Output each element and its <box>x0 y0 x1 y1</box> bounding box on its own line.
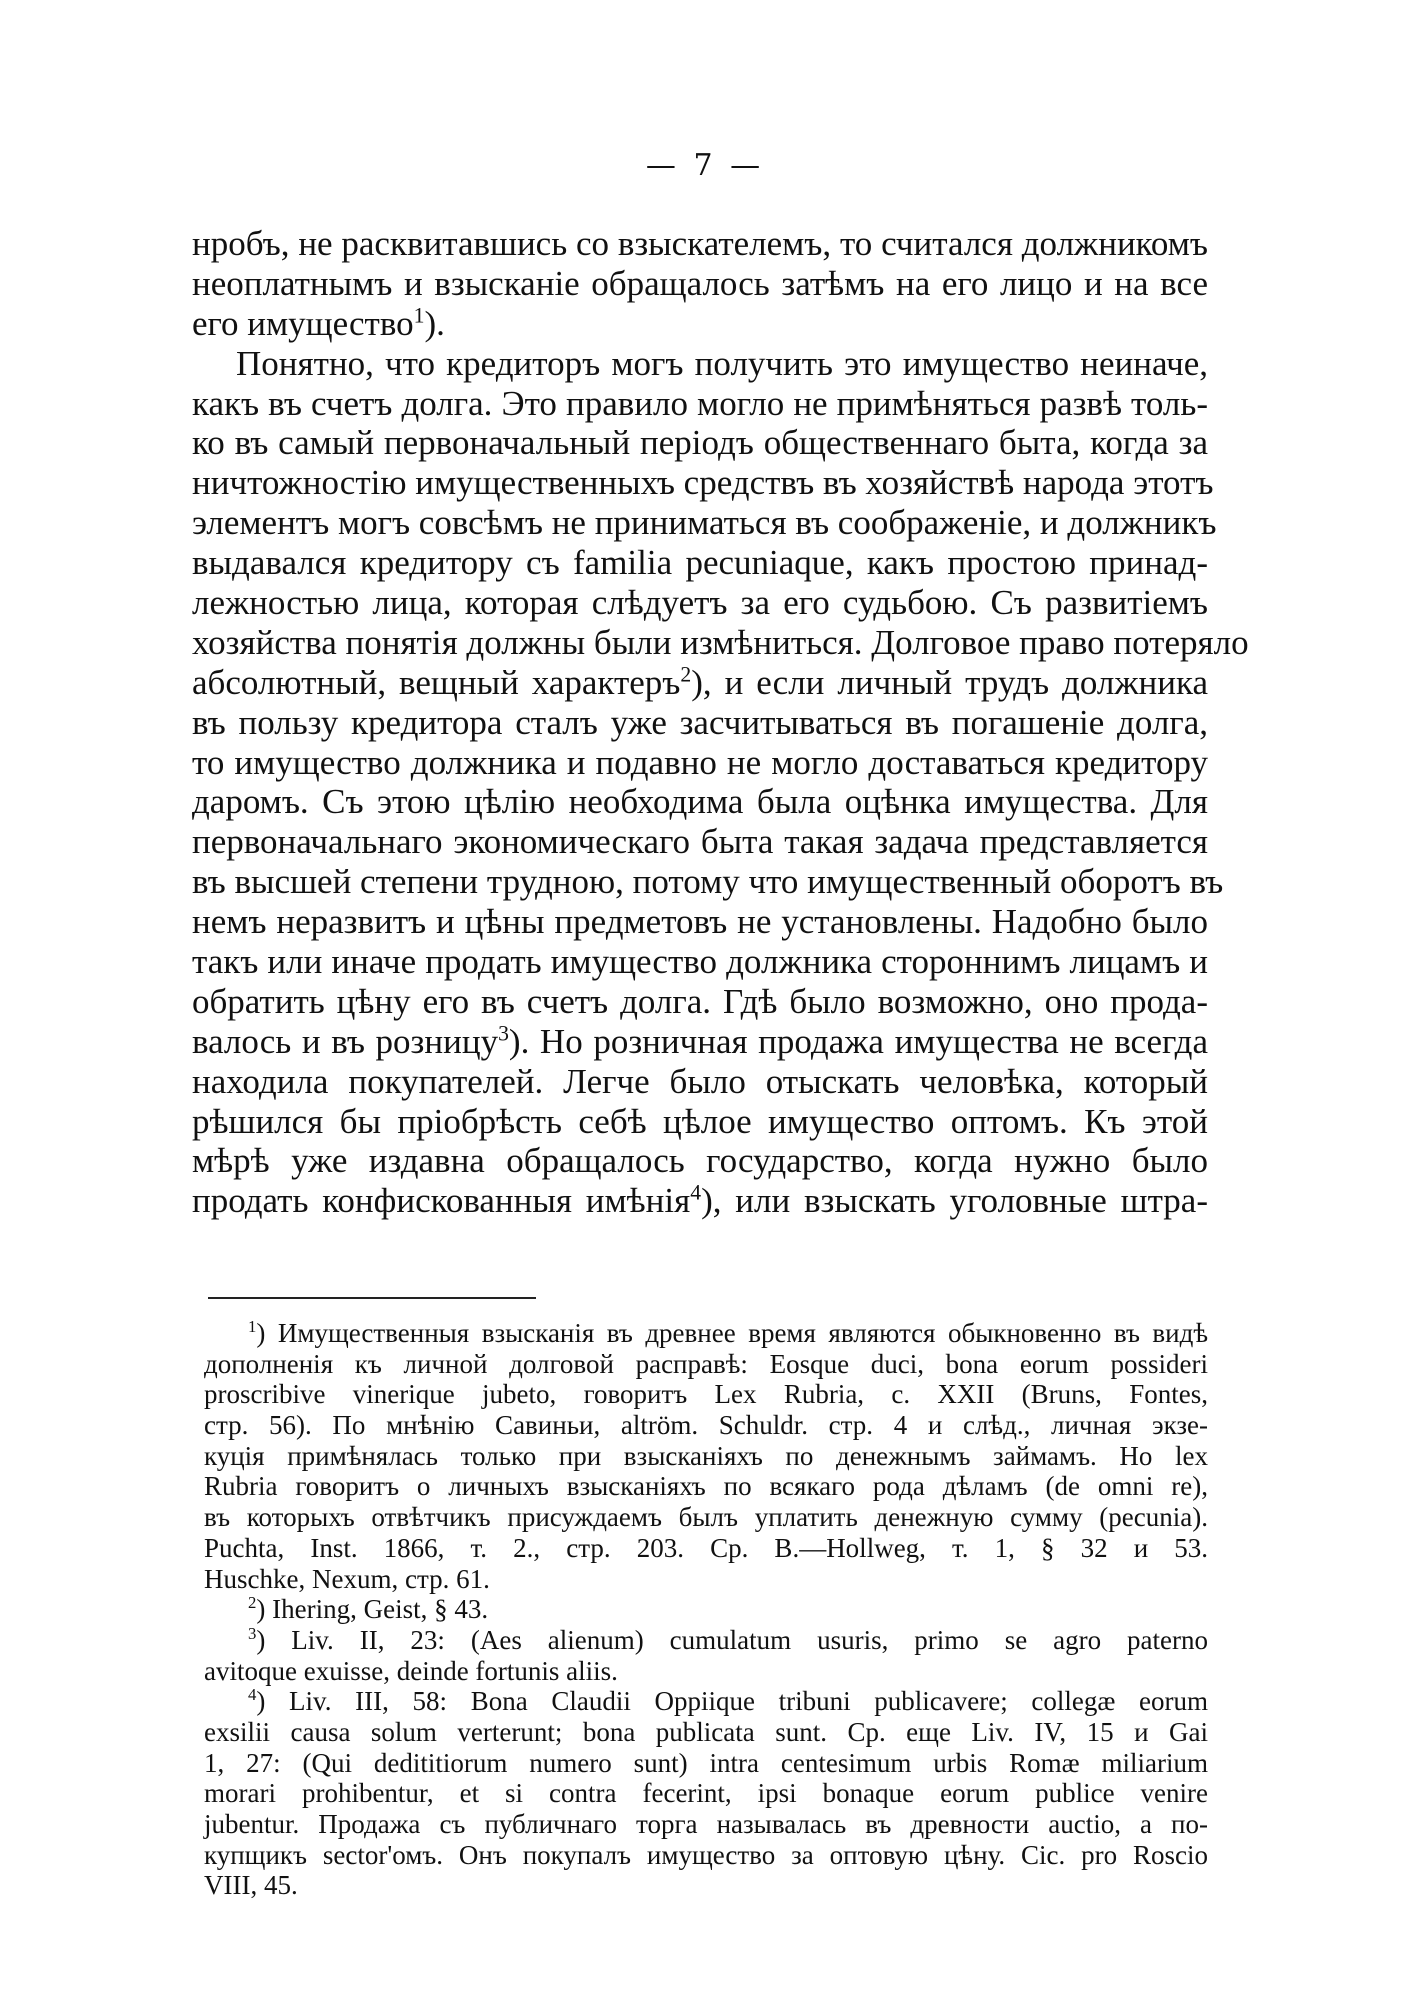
line-text: Понятно, что кредиторъ могъ получить это имущество неиначе, <box>236 343 1208 383</box>
main-text-body <box>192 224 1249 1221</box>
line-text: элементъ могъ совсѣмъ не приниматься въ соображеніе, и должникъ <box>192 503 1217 543</box>
text-line <box>192 982 1208 1022</box>
text-line <box>192 583 1208 623</box>
footnote-reference: 4 <box>690 1180 702 1205</box>
line-text-continuation: ), или взыскать уголовные штра- <box>701 1181 1208 1221</box>
footnote-text: ) Liv. III, 58: Bona Claudii Oppiique tribuni publicavere; collegæ eorum <box>256 1686 1208 1717</box>
footnote-line <box>204 1379 1208 1410</box>
line-text: нробъ, не расквитавшись со взыскателемъ, то считался должникомъ <box>192 224 1208 263</box>
line-text: абсолютный, вещный характеръ <box>192 662 681 702</box>
line-text: лежностью лица, которая слѣдуетъ за его судьбою. Съ развитіемъ <box>192 583 1208 623</box>
text-line <box>192 743 1208 783</box>
text-line <box>192 543 1208 583</box>
footnote-text: ) Имущественныя взысканія въ древнее время являются обыкновенно въ видѣ <box>256 1318 1208 1348</box>
line-text: ко въ самый первоначальный періодъ общественнаго быта, когда за <box>192 423 1208 463</box>
footnote-line <box>204 1809 1208 1840</box>
text-line <box>192 224 1208 264</box>
page-number: — 7 — <box>645 148 765 183</box>
text-line <box>192 1141 1208 1181</box>
line-text: то имущество должника и подавно не могло доставаться кредитору <box>192 742 1208 782</box>
line-text: находила покупателей. Легче было отыскать человѣка, который <box>192 1061 1208 1101</box>
line-text-continuation: ). <box>424 303 445 343</box>
footnote-text: exsilii causa solum verterunt; bona publicata sunt. Ср. еще Liv. IV, 15 и Gai <box>204 1716 1208 1747</box>
footnote-text: VIII, 45. <box>204 1870 298 1901</box>
footnote-text: morari prohibentur, et si contra fecerint, ipsi bonaque eorum publice venire <box>204 1778 1208 1809</box>
footnote-line <box>204 1656 1208 1687</box>
footnote-text: стр. 56). По мнѣнію Савиньи, altröm. Schuldr. стр. 4 и слѣд., личная экзе- <box>204 1410 1208 1441</box>
footnote-number: 1 <box>248 1317 257 1336</box>
line-text-continuation: ). Но розничная продажа имущества не всегда <box>508 1021 1208 1061</box>
footnote-line <box>204 1625 1208 1656</box>
footnote-number: 4 <box>248 1685 257 1705</box>
line-text: обратить цѣну его въ счетъ долга. Гдѣ было возможно, оно прода- <box>192 981 1208 1021</box>
line-text: мѣрѣ уже издавна обращалось государство, когда нужно было <box>192 1141 1208 1181</box>
footnote-separator-rule <box>208 1297 536 1299</box>
line-text: его имущество <box>192 303 414 343</box>
footnote-line <box>204 1533 1208 1564</box>
line-text: продать конфискованныя имѣнія <box>192 1181 691 1221</box>
footnote-text: proscribive vinerique jubeto, говоритъ Lex Rubria, c. XXII (Bruns, Fontes, <box>204 1379 1208 1410</box>
text-line <box>192 942 1208 982</box>
text-line <box>192 423 1208 463</box>
line-text: какъ въ счетъ долга. Это правило могло не примѣняться развѣ толь- <box>192 383 1208 423</box>
text-line <box>192 1102 1208 1142</box>
footnote-text: Huschke, Nexum, стр. 61. <box>204 1563 490 1594</box>
footnote-text: куція примѣнялась только при взысканіяхъ по денежнымъ займамъ. Но lex <box>204 1440 1208 1471</box>
footnote-text: дополненія къ личной долговой расправѣ: Eosque duci, bona eorum possideri <box>204 1348 1208 1379</box>
footnote-text: купщикъ sector'омъ. Онъ покупалъ имущество за оптовую цѣну. Cic. pro Roscio <box>204 1839 1208 1870</box>
footnotes-block <box>204 1318 1208 1901</box>
line-text: въ высшей степени трудною, потому что имущественный оборотъ въ <box>192 862 1224 902</box>
footnote-reference: 2 <box>680 662 692 687</box>
footnote-line <box>204 1717 1208 1748</box>
text-line <box>192 782 1208 822</box>
line-text: такъ или иначе продать имущество должника стороннимъ лицамъ и <box>192 942 1208 982</box>
footnote-text: ) Ihering, Geist, § 43. <box>256 1594 489 1625</box>
footnote-line <box>204 1840 1208 1871</box>
line-text: даромъ. Съ этою цѣлію необходима была оцѣнка имущества. Для <box>192 782 1208 822</box>
text-line <box>192 463 1214 503</box>
text-line <box>192 822 1208 862</box>
line-text: въ пользу кредитора сталъ уже засчитываться въ погашеніе долга, <box>192 702 1208 742</box>
line-text: хозяйства понятія должны были измѣниться. Долговое право потеряло <box>192 622 1249 662</box>
text-line <box>192 1181 1208 1221</box>
footnote-reference: 1 <box>413 303 425 328</box>
footnote-line <box>204 1686 1208 1717</box>
footnote-line <box>204 1778 1208 1809</box>
text-line <box>192 344 1208 384</box>
line-text: первоначальнаго экономическаго быта такая задача представляется <box>192 822 1208 862</box>
line-text: валось и въ розницу <box>192 1021 499 1061</box>
footnote-text: Rubria говоритъ о личныхъ взысканіяхъ по всякаго рода дѣламъ (de omni re), <box>204 1471 1208 1502</box>
text-line <box>192 1022 1208 1062</box>
text-line <box>192 503 1217 543</box>
footnote-text: avitoque exuisse, deinde fortunis aliis. <box>204 1655 618 1686</box>
footnote-text: ) Liv. II, 23: (Aes alienum) cumulatum usuris, primo se agro paterno <box>256 1624 1208 1655</box>
line-text: немъ неразвитъ и цѣны предметовъ не установлены. Надобно было <box>192 902 1208 942</box>
line-text: ничтожностію имущественныхъ средствъ въ хозяйствѣ народа этотъ <box>192 463 1214 503</box>
line-text: рѣшился бы пріобрѣсть себѣ цѣлое имущество оптомъ. Къ этой <box>192 1101 1208 1141</box>
footnote-line <box>204 1502 1208 1533</box>
footnote-line <box>204 1594 1208 1625</box>
text-line <box>192 862 1224 902</box>
text-line <box>192 384 1208 424</box>
footnote-line <box>204 1441 1208 1472</box>
footnote-line <box>204 1410 1208 1441</box>
text-line <box>192 1062 1208 1102</box>
footnote-line <box>204 1471 1208 1502</box>
footnote-text: Puchta, Inst. 1866, т. 2., стр. 203. Ср. B.—Hollweg, т. 1, § 32 и 53. <box>204 1532 1208 1563</box>
line-text-continuation: ), и если личный трудъ должника <box>691 662 1208 702</box>
footnote-text: 1, 27: (Qui dedititiorum numero sunt) intra centesimum urbis Romæ miliarium <box>204 1747 1208 1778</box>
footnote-reference: 3 <box>498 1021 509 1046</box>
footnote-text: jubentur. Продажа съ публичнаго торга называлась въ древности auctio, а по- <box>204 1809 1208 1839</box>
footnote-text: въ которыхъ отвѣтчикъ присуждаемъ былъ уплатить денежную сумму (pecunia). <box>204 1502 1208 1533</box>
text-line <box>192 622 1249 663</box>
text-line <box>192 902 1208 942</box>
line-text: выдавался кредитору съ familia pecuniaque, какъ простою принад- <box>192 543 1208 583</box>
footnote-line <box>204 1318 1208 1349</box>
text-line <box>192 304 1208 344</box>
text-line <box>192 663 1208 703</box>
footnote-number: 3 <box>248 1623 257 1643</box>
footnote-line <box>204 1564 1208 1595</box>
footnote-line <box>204 1748 1208 1779</box>
text-line <box>192 264 1208 304</box>
footnote-line <box>204 1870 1208 1901</box>
line-text: неоплатнымъ и взысканіе обращалось затѣмъ на его лицо и на все <box>192 263 1208 303</box>
text-line <box>192 703 1208 743</box>
footnote-line <box>204 1349 1208 1380</box>
footnote-number: 2 <box>248 1593 257 1613</box>
